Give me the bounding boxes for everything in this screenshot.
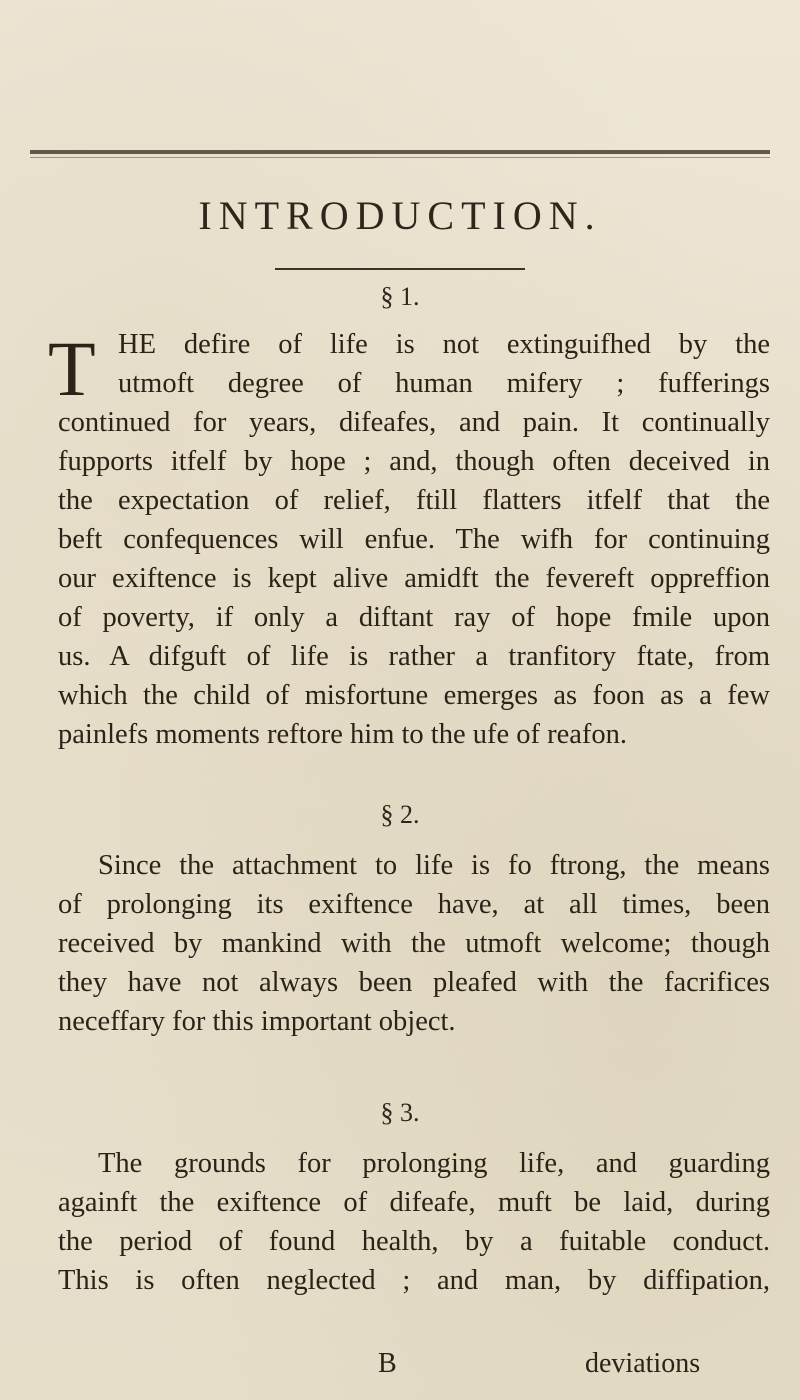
paragraph-line: HE defire of life is not extinguifhed by the bbox=[118, 329, 770, 360]
paragraph-line: Since the attachment to life is fo ftrong, the means bbox=[98, 850, 770, 881]
heading-rule bbox=[275, 268, 525, 270]
paragraph-line: neceffary for this important object. bbox=[58, 1006, 456, 1037]
top-rule bbox=[30, 150, 770, 154]
paragraph-line: beft confequences will enfue. The wifh for continuing bbox=[58, 524, 770, 555]
paragraph-2 bbox=[58, 846, 770, 1041]
top-rule-thin bbox=[30, 157, 770, 158]
paragraph-line: continued for years, difeafes, and pain. It continually bbox=[58, 407, 770, 438]
paragraph-line: our exiftence is kept alive amidft the fevereft oppreffion bbox=[58, 563, 770, 594]
signature-mark: B bbox=[378, 1348, 397, 1379]
paragraph-line: the period of found health, by a fuitable conduct. bbox=[58, 1226, 770, 1257]
paragraph-line: fupports itfelf by hope ; and, though often deceived in bbox=[58, 446, 770, 477]
paragraph-line: of prolonging its exiftence have, at all times, been bbox=[58, 889, 770, 920]
drop-cap: T bbox=[48, 325, 96, 412]
section-mark-2: § 2. bbox=[380, 800, 420, 829]
paragraph-1 bbox=[58, 325, 770, 754]
paragraph-line: us. A difguft of life is rather a tranfitory ftate, from bbox=[58, 641, 770, 672]
paragraph-line: This is often neglected ; and man, by diffipation, bbox=[58, 1265, 770, 1296]
paragraph-line: received by mankind with the utmoft welcome; though bbox=[58, 928, 770, 959]
paragraph-3 bbox=[58, 1144, 770, 1300]
paragraph-line: painlefs moments reftore him to the ufe of reafon. bbox=[58, 719, 628, 750]
chapter-heading: INTRODUCTION. bbox=[198, 193, 602, 238]
section-mark-3: § 3. bbox=[380, 1098, 420, 1127]
section-mark-1: § 1. bbox=[380, 282, 420, 311]
paragraph-line: which the child of misfortune emerges as foon as a few bbox=[58, 680, 770, 711]
paragraph-line: The grounds for prolonging life, and guarding bbox=[98, 1148, 770, 1179]
paragraph-line: they have not always been pleafed with the facrifices bbox=[58, 967, 770, 998]
paragraph-line: of poverty, if only a diftant ray of hope fmile upon bbox=[58, 602, 770, 633]
paragraph-line: againft the exiftence of difeafe, muft be laid, during bbox=[58, 1187, 770, 1218]
catchword: deviations bbox=[585, 1348, 701, 1379]
paragraph-line: the expectation of relief, ftill flatters itfelf that the bbox=[58, 485, 770, 516]
paragraph-line: utmoft degree of human mifery ; fufferings bbox=[118, 368, 770, 399]
